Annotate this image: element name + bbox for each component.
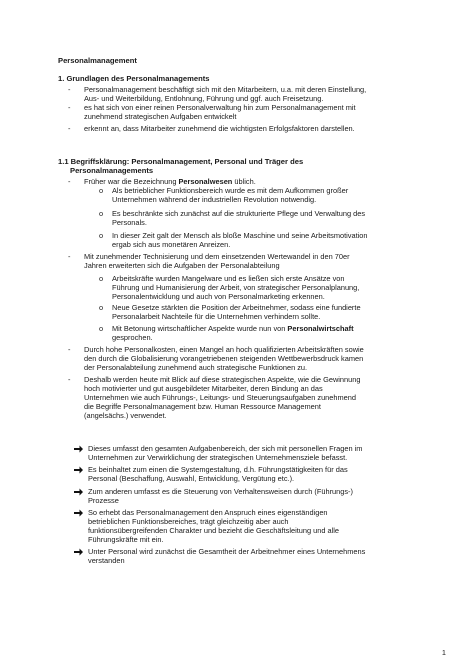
section-1-1-heading: 1.1 Begriffsklärung: Personalmanagement, Personal und Träger des [58, 157, 304, 166]
dash-bullet: - [68, 103, 71, 112]
dash-bullet: - [68, 85, 71, 94]
paragraph-line: Es beinhaltet zum einen die Systemgestaltung, d.h. Führungstätigkeiten für das [88, 465, 348, 474]
dash-bullet: - [68, 252, 71, 261]
paragraph-line: Dieses umfasst den gesamten Aufgabenbereich, der sich mit personellen Fragen im [88, 444, 363, 453]
paragraph-line: den durch die Globalisierung vorangetriebenen steigenden Wettbewerbsdruck kamen [84, 354, 364, 363]
paragraph-line: Mit zunehmender Technisierung und dem einsetzenden Wertewandel in den 70er [84, 252, 350, 261]
paragraph-line: Jahren erweiterten sich die Aufgaben der Personalabteilung [84, 261, 280, 270]
section-1-heading: 1. Grundlagen des Personalmanagements [58, 74, 210, 83]
paragraph-line: So erhebt das Personalmanagement den Anspruch eines eigenständigen [88, 508, 328, 517]
paragraph-line: Unternehmen zur Verwirklichung der strategischen Unternehmensziele befasst. [88, 453, 348, 462]
paragraph-line: Als betrieblicher Funktionsbereich wurde es mit dem Aufkommen großer [112, 186, 349, 195]
paragraph-line: betrieblichen Funktionsbereiches, trägt gleichzeitig aber auch [88, 517, 289, 526]
paragraph-line: Mit Betonung wirtschaftlicher Aspekte wurde nun von Personalwirtschaft [112, 324, 354, 333]
right-arrow-icon [74, 445, 83, 453]
paragraph-line: Personalentwicklung und auch von Personalmarketing erkennen. [112, 292, 325, 301]
paragraph-line: Deshalb werden heute mit Blick auf diese strategischen Aspekte, wie die Gewinnung [84, 375, 361, 384]
right-arrow-icon [74, 466, 83, 474]
section-1-1-heading-line-2: Personalmanagements [70, 166, 154, 175]
paragraph-line: Früher war die Bezeichnung Personalwesen üblich. [84, 177, 256, 186]
paragraph-line: verstanden [88, 556, 125, 565]
paragraph-line: Neue Gesetze stärkten die Position der Arbeitnehmer, sodass eine fundierte [112, 303, 361, 312]
paragraph-line: es hat sich von einer reinen Personalverwaltung hin zum Personalmanagement mit [84, 103, 356, 112]
dash-bullet: - [68, 345, 71, 354]
right-arrow-icon [74, 488, 83, 496]
paragraph-line: Zum anderen umfasst es die Steuerung von Verhaltensweisen durch (Führungs-) [88, 487, 353, 496]
paragraph-line: (angelsächs.) verwendet. [84, 411, 167, 420]
right-arrow-icon [74, 548, 83, 556]
bold-term: Personalwirtschaft [287, 324, 354, 333]
paragraph-line: der Personalabteilung zunehmend auch strategische Funktionen zu. [84, 363, 308, 372]
paragraph-line: In dieser Zeit galt der Mensch als bloße Maschine und seine Arbeitsmotivation [112, 231, 368, 240]
bold-term: Personalwesen [178, 177, 233, 186]
dash-bullet: - [68, 177, 71, 186]
dash-bullet: - [68, 124, 71, 133]
document-title: Personalmanagement [58, 56, 137, 65]
paragraph-line: hoch motivierter und gut ausgebildeter Mitarbeiter, deren Bindung an das [84, 384, 323, 393]
paragraph-line: funktionsübergreifenden Charakter und bezieht die Geschäftsleitung und alle [88, 526, 340, 535]
circle-bullet: o [99, 231, 104, 240]
right-arrow-icon [74, 509, 83, 517]
paragraph-line: Arbeitskräfte wurden Mangelware und es ließen sich erste Ansätze von [112, 274, 345, 283]
paragraph-line: Personals. [112, 218, 147, 227]
paragraph-line: ergab sich aus monetären Anreizen. [112, 240, 231, 249]
paragraph-line: zunehmend strategischen Aufgaben entwickelt [84, 112, 237, 121]
paragraph-line: Personal (Beschaffung, Auswahl, Entwicklung, Vergütung etc.). [88, 474, 295, 483]
paragraph-line: Unter Personal wird zunächst die Gesamtheit der Arbeitnehmer eines Unternehmens [88, 547, 366, 556]
paragraph-line: Unternehmen wie auch Führungs-, Leitungs- und Steuerungsaufgaben zunehmend [84, 393, 356, 402]
circle-bullet: o [99, 209, 104, 218]
paragraph-line: Unternehmen während der industriellen Revolution notwendig. [112, 195, 317, 204]
paragraph-line: Durch hohe Personalkosten, einen Mangel an hoch qualifizierten Arbeitskräften sowie [84, 345, 364, 354]
paragraph-line: Es beschränkte sich zunächst auf die strukturierte Pflege und Verwaltung des [112, 209, 366, 218]
paragraph-line: Aus- und Weiterbildung, Entlohnung, Führung und ggf. auch Freisetzung. [84, 94, 324, 103]
circle-bullet: o [99, 274, 104, 283]
paragraph-line: Personalmanagement beschäftigt sich mit den Mitarbeitern, u.a. mit deren Einstellung, [84, 85, 367, 94]
paragraph-line: Führungskräfte mit ein. [88, 535, 164, 544]
paragraph-line: Prozesse [88, 496, 119, 505]
page-number: 1 [441, 648, 446, 658]
circle-bullet: o [99, 186, 104, 195]
paragraph-line: erkennt an, dass Mitarbeiter zunehmend die wichtigsten Erfolgsfaktoren darstellen. [84, 124, 355, 133]
dash-bullet: - [68, 375, 71, 384]
paragraph-line: die Begriffe Personalmanagement bzw. Human Ressource Management [84, 402, 321, 411]
circle-bullet: o [99, 324, 104, 333]
paragraph-line: Führung und Humanisierung der Arbeit, von strategischer Personalplanung, [112, 283, 360, 292]
paragraph-line: Personalarbeit Nachteile für die Unternehmen verhindern sollte. [112, 312, 321, 321]
paragraph-line: gesprochen. [112, 333, 153, 342]
circle-bullet: o [99, 303, 104, 312]
